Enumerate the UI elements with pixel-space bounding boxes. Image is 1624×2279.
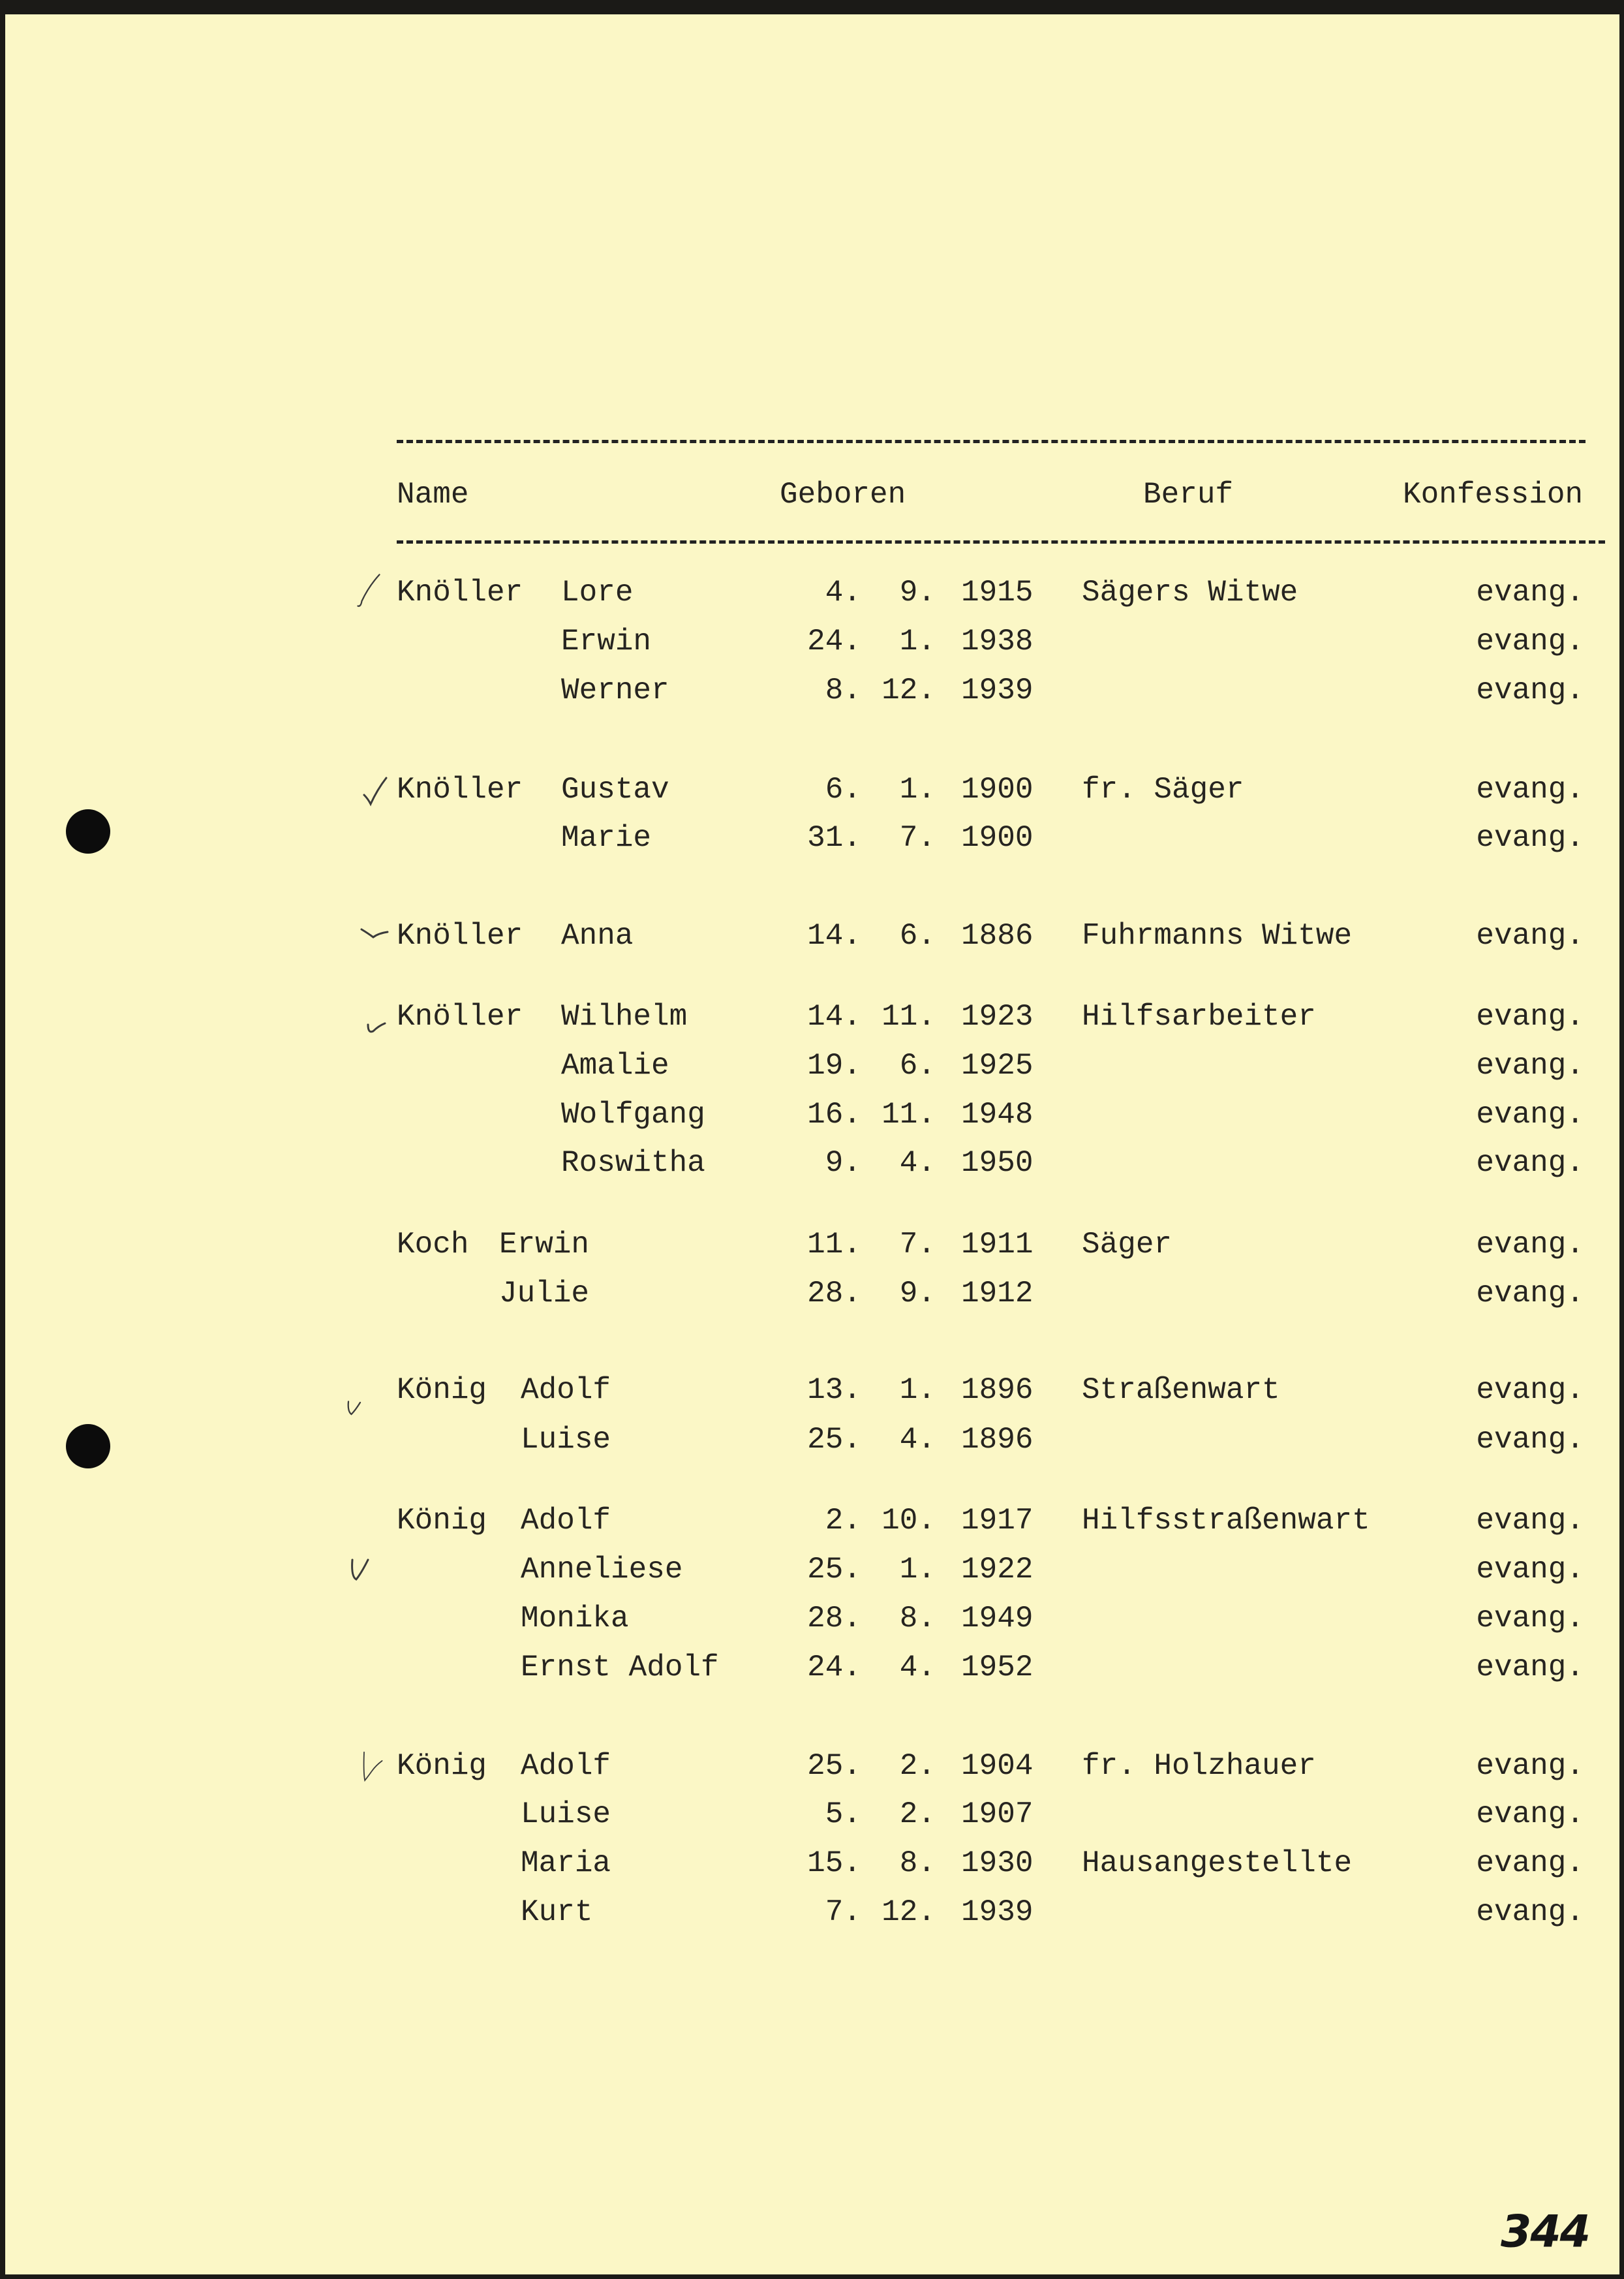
cell-year: 1938	[961, 625, 1034, 659]
cell-year: 1948	[961, 1098, 1034, 1132]
page-number: 344	[1501, 2206, 1589, 2258]
cell-day: 16.	[807, 1098, 861, 1132]
check-mark-icon	[363, 1005, 402, 1044]
cell-day: 31.	[807, 821, 861, 855]
cell-month: 8.	[899, 1602, 936, 1636]
check-mark-icon	[348, 1553, 388, 1592]
cell-given-name: Ernst Adolf	[521, 1651, 719, 1684]
cell-month: 9.	[899, 576, 936, 610]
cell-confession: evang.	[1476, 1146, 1584, 1180]
cell-month: 2.	[899, 1749, 936, 1783]
cell-year: 1930	[961, 1846, 1034, 1880]
top-rule	[397, 440, 1586, 443]
cell-day: 24.	[807, 1651, 861, 1684]
cell-month: 4.	[899, 1651, 936, 1684]
cell-confession: evang.	[1476, 1602, 1584, 1636]
cell-confession: evang.	[1476, 1098, 1584, 1132]
cell-month: 11.	[881, 1000, 936, 1034]
cell-occupation: Hilfsstraßenwart	[1082, 1504, 1370, 1538]
cell-occupation: Hilfsarbeiter	[1082, 1000, 1316, 1034]
cell-confession: evang.	[1476, 576, 1584, 610]
cell-month: 12.	[881, 1895, 936, 1929]
cell-surname: König	[397, 1373, 487, 1407]
cell-day: 11.	[807, 1228, 861, 1262]
cell-given-name: Adolf	[521, 1373, 611, 1407]
check-mark-icon	[359, 919, 398, 958]
cell-given-name: Maria	[521, 1846, 611, 1880]
cell-confession: evang.	[1476, 1423, 1584, 1457]
cell-month: 7.	[899, 1228, 936, 1262]
cell-month: 11.	[881, 1098, 936, 1132]
cell-given-name: Luise	[521, 1423, 611, 1457]
cell-confession: evang.	[1476, 1228, 1584, 1262]
cell-day: 9.	[825, 1146, 861, 1180]
cell-confession: evang.	[1476, 1049, 1584, 1083]
cell-confession: evang.	[1476, 1553, 1584, 1587]
cell-day: 2.	[825, 1504, 861, 1538]
cell-month: 8.	[899, 1846, 936, 1880]
cell-occupation: Fuhrmanns Witwe	[1082, 919, 1353, 953]
cell-year: 1939	[961, 1895, 1034, 1929]
cell-confession: evang.	[1476, 919, 1584, 953]
cell-given-name: Werner	[561, 674, 669, 707]
cell-confession: evang.	[1476, 773, 1584, 807]
cell-given-name: Julie	[499, 1277, 590, 1310]
header-born: Geboren	[780, 478, 906, 512]
cell-occupation: Sägers Witwe	[1082, 576, 1298, 610]
cell-year: 1952	[961, 1651, 1034, 1684]
cell-year: 1917	[961, 1504, 1034, 1538]
header-name: Name	[397, 478, 469, 512]
cell-day: 8.	[825, 674, 861, 707]
cell-day: 25.	[807, 1749, 861, 1783]
header-occupation: Beruf	[1143, 478, 1234, 512]
cell-occupation: Säger	[1082, 1228, 1172, 1262]
cell-day: 15.	[807, 1846, 861, 1880]
cell-month: 2.	[899, 1797, 936, 1831]
cell-month: 1.	[899, 773, 936, 807]
cell-given-name: Adolf	[521, 1504, 611, 1538]
cell-occupation: fr. Holzhauer	[1082, 1749, 1316, 1783]
cell-day: 24.	[807, 625, 861, 659]
cell-confession: evang.	[1476, 1651, 1584, 1684]
cell-confession: evang.	[1476, 625, 1584, 659]
cell-given-name: Kurt	[521, 1895, 593, 1929]
cell-year: 1886	[961, 919, 1034, 953]
cell-confession: evang.	[1476, 1895, 1584, 1929]
cell-day: 6.	[825, 773, 861, 807]
cell-year: 1911	[961, 1228, 1034, 1262]
cell-confession: evang.	[1476, 1277, 1584, 1310]
cell-given-name: Wilhelm	[561, 1000, 688, 1034]
cell-year: 1950	[961, 1146, 1034, 1180]
cell-day: 28.	[807, 1602, 861, 1636]
cell-day: 7.	[825, 1895, 861, 1929]
cell-day: 25.	[807, 1423, 861, 1457]
cell-confession: evang.	[1476, 821, 1584, 855]
cell-surname: König	[397, 1504, 487, 1538]
cell-year: 1904	[961, 1749, 1034, 1783]
cell-confession: evang.	[1476, 1373, 1584, 1407]
cell-year: 1900	[961, 773, 1034, 807]
cell-surname: Knöller	[397, 576, 523, 610]
cell-occupation: Straßenwart	[1082, 1373, 1280, 1407]
punch-hole-top	[66, 809, 110, 854]
cell-year: 1896	[961, 1423, 1034, 1457]
cell-day: 14.	[807, 1000, 861, 1034]
check-mark-icon	[360, 775, 399, 814]
cell-given-name: Gustav	[561, 773, 669, 807]
cell-confession: evang.	[1476, 1797, 1584, 1831]
cell-surname: Knöller	[397, 919, 523, 953]
cell-year: 1896	[961, 1373, 1034, 1407]
cell-year: 1923	[961, 1000, 1034, 1034]
check-mark-icon	[352, 1749, 391, 1788]
check-mark-icon	[341, 1397, 380, 1436]
cell-day: 13.	[807, 1373, 861, 1407]
cell-surname: Knöller	[397, 1000, 523, 1034]
cell-day: 25.	[807, 1553, 861, 1587]
cell-month: 12.	[881, 674, 936, 707]
cell-year: 1912	[961, 1277, 1034, 1310]
cell-confession: evang.	[1476, 1000, 1584, 1034]
cell-month: 6.	[899, 919, 936, 953]
cell-surname: Koch	[397, 1228, 469, 1262]
cell-occupation: Hausangestellte	[1082, 1846, 1353, 1880]
cell-year: 1922	[961, 1553, 1034, 1587]
cell-given-name: Anna	[561, 919, 634, 953]
cell-month: 1.	[899, 1373, 936, 1407]
cell-surname: König	[397, 1749, 487, 1783]
cell-year: 1900	[961, 821, 1034, 855]
cell-month: 4.	[899, 1423, 936, 1457]
cell-confession: evang.	[1476, 674, 1584, 707]
cell-confession: evang.	[1476, 1504, 1584, 1538]
cell-given-name: Marie	[561, 821, 652, 855]
cell-year: 1915	[961, 576, 1034, 610]
cell-given-name: Wolfgang	[561, 1098, 705, 1132]
header-rule	[397, 540, 1605, 544]
cell-month: 1.	[899, 625, 936, 659]
cell-given-name: Anneliese	[521, 1553, 683, 1587]
cell-given-name: Monika	[521, 1602, 629, 1636]
header-confession: Konfession	[1403, 478, 1584, 512]
check-mark-icon	[351, 572, 390, 611]
cell-given-name: Adolf	[521, 1749, 611, 1783]
cell-year: 1925	[961, 1049, 1034, 1083]
cell-day: 4.	[825, 576, 861, 610]
cell-given-name: Roswitha	[561, 1146, 705, 1180]
cell-day: 5.	[825, 1797, 861, 1831]
cell-occupation: fr. Säger	[1082, 773, 1244, 807]
cell-year: 1907	[961, 1797, 1034, 1831]
cell-month: 4.	[899, 1146, 936, 1180]
cell-year: 1949	[961, 1602, 1034, 1636]
punch-hole-bottom	[66, 1424, 110, 1468]
cell-given-name: Erwin	[561, 625, 652, 659]
cell-month: 10.	[881, 1504, 936, 1538]
cell-month: 1.	[899, 1553, 936, 1587]
cell-surname: Knöller	[397, 773, 523, 807]
cell-day: 19.	[807, 1049, 861, 1083]
cell-given-name: Lore	[561, 576, 634, 610]
cell-given-name: Amalie	[561, 1049, 669, 1083]
cell-given-name: Luise	[521, 1797, 611, 1831]
cell-month: 9.	[899, 1277, 936, 1310]
cell-year: 1939	[961, 674, 1034, 707]
cell-day: 28.	[807, 1277, 861, 1310]
cell-month: 6.	[899, 1049, 936, 1083]
cell-day: 14.	[807, 919, 861, 953]
cell-confession: evang.	[1476, 1846, 1584, 1880]
cell-month: 7.	[899, 821, 936, 855]
cell-confession: evang.	[1476, 1749, 1584, 1783]
cell-given-name: Erwin	[499, 1228, 590, 1262]
